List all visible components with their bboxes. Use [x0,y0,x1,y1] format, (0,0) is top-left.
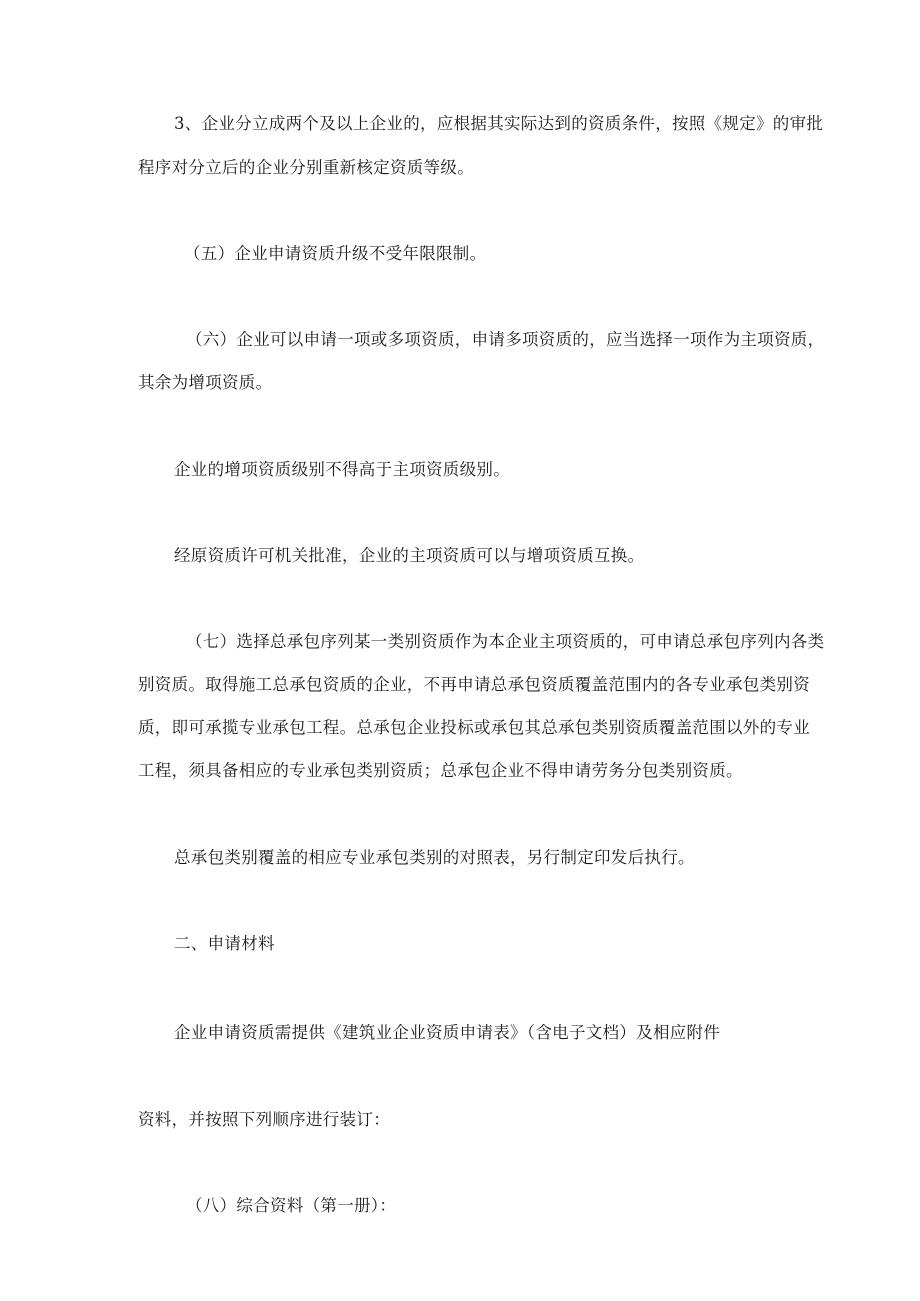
paragraph-line: 质，即可承揽专业承包工程。总承包企业投标或承包其总承包类别资质覆盖范围以外的专业 [138,718,810,737]
paragraph-line: （六）企业可以申请一项或多项资质，申请多项资质的，应当选择一项作为主项资质， [186,330,825,349]
paragraph-line: 资料，并按照下列顺序进行装订： [138,1110,390,1129]
paragraph-line: 企业申请资质需提供《建筑业企业资质申请表》（含电子文档）及相应附件 [174,1023,721,1042]
paragraph-line: 工程，须具备相应的专业承包类别资质；总承包企业不得申请劳务分包类别资质。 [138,761,743,780]
paragraph-line: 经原资质许可机关批准，企业的主项资质可以与增项资质互换。 [174,546,645,565]
paragraph-line: 其余为增项资质。 [138,373,273,392]
paragraph-line: （七）选择总承包序列某一类别资质作为本企业主项资质的，可申请总承包序列内各类 [186,632,825,651]
paragraph-line: 别资质。取得施工总承包资质的企业，不再申请总承包资质覆盖范围内的各专业承包类别资 [138,675,810,694]
paragraph-line: 程序对分立后的企业分别重新核定资质等级。 [138,158,474,177]
paragraph-line: （五）企业申请资质升级不受年限限制。 [184,244,487,263]
paragraph-line: （八）综合资料（第一册）： [186,1196,397,1215]
section-heading: 二、申请材料 [174,934,275,953]
paragraph-line: 3、企业分立成两个及以上企业的，应根据其实际达到的资质条件，按照《规定》的审批 [174,114,824,133]
paragraph-line: 总承包类别覆盖的相应专业承包类别的对照表，另行制定印发后执行。 [174,848,695,867]
paragraph-line: 企业的增项资质级别不得高于主项资质级别。 [174,460,510,479]
